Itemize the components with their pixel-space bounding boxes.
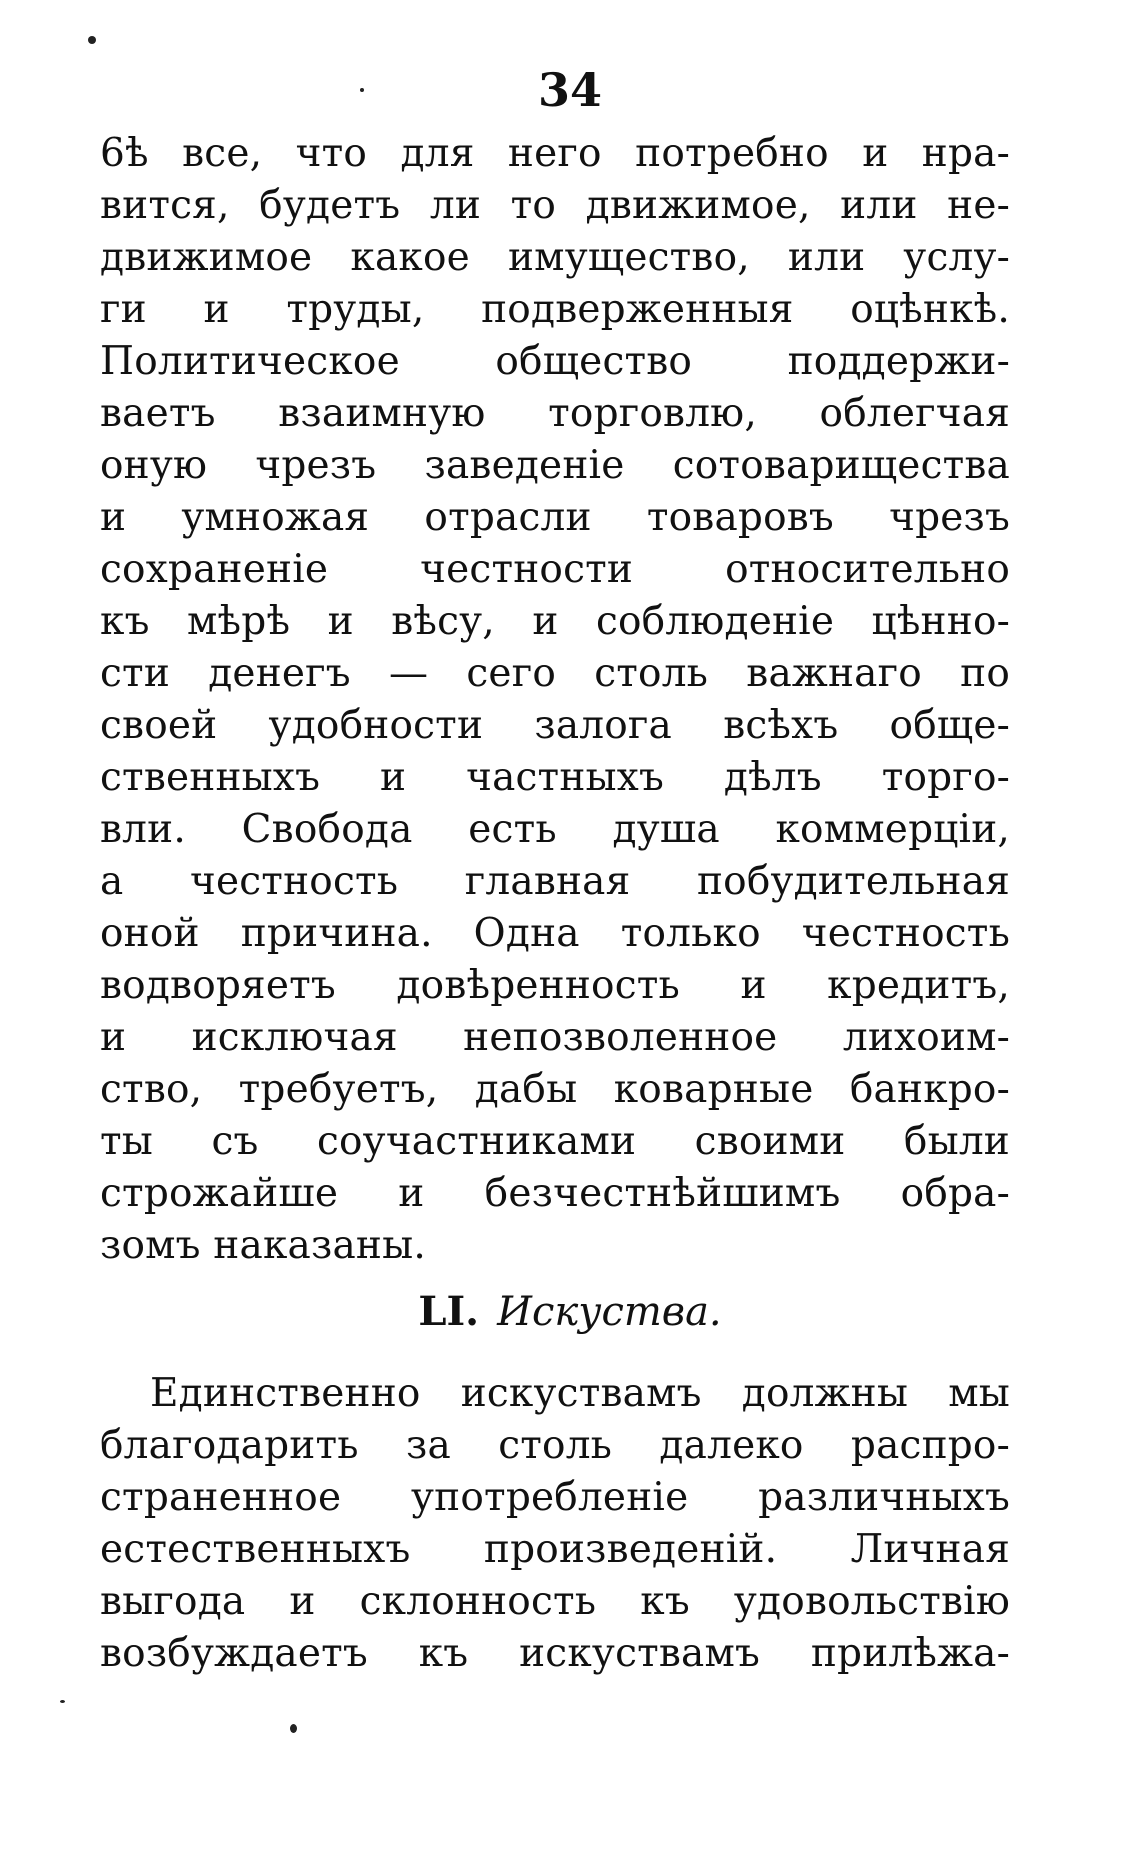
text-line: ваетъ взаимную торговлю, облегчая [100, 391, 1010, 436]
text-line: 6ѣ все, что для него потребно и нра- [100, 131, 1010, 176]
text-line: движимое какое имущество, или услу- [100, 235, 1010, 280]
section-heading [0, 1282, 1140, 1342]
text-line: а честность главная побудительная [100, 859, 1010, 904]
text-line: строжайше и безчестнѣйшимъ обра- [100, 1171, 1010, 1216]
text-line: къ мѣрѣ и вѣсу, и соблюденіе цѣнно- [100, 599, 1010, 644]
text-line: выгода и склонность къ удовольствію [100, 1579, 1010, 1624]
text-line: сохраненіе честности относительно [100, 547, 1010, 592]
text-line: и умножая отрасли товаровъ чрезъ [100, 495, 1010, 540]
text-line: ственныхъ и частныхъ дѣлъ торго- [100, 755, 1010, 800]
print-speck [88, 36, 96, 44]
text-line: водворяетъ довѣренность и кредитъ, [100, 963, 1010, 1008]
text-line: ство, требуетъ, дабы коварные банкро- [100, 1067, 1010, 1112]
text-line: страненное употребленіе различныхъ [100, 1475, 1010, 1520]
text-line: Политическое общество поддержи- [100, 339, 1010, 384]
section-title: Искуства. [497, 1289, 722, 1335]
text-line: благодарить за столь далеко распро- [100, 1423, 1010, 1468]
text-line: оную чрезъ заведеніе сотоварищества [100, 443, 1010, 488]
section-number: LI. [418, 1288, 480, 1335]
print-speck [60, 1700, 65, 1703]
print-speck [360, 88, 364, 92]
text-line: и исключая непозволенное лихоим- [100, 1015, 1010, 1060]
text-line: возбуждаетъ къ искуствамъ прилѣжа- [100, 1631, 1010, 1676]
text-line: оной причина. Одна только честность [100, 911, 1010, 956]
text-line: зомъ наказаны. [100, 1223, 426, 1268]
text-line: своей удобности залога всѣхъ обще- [100, 703, 1010, 748]
text-line: ги и труды, подверженныя оцѣнкѣ. [100, 287, 1010, 332]
page-number: 34 [537, 63, 602, 117]
text-line: вится, будетъ ли то движимое, или не- [100, 183, 1010, 228]
text-line: ты съ соучастниками своими были [100, 1119, 1010, 1164]
text-line: Единственно искуствамъ должны мы [150, 1371, 1010, 1416]
text-line: естественныхъ произведеній. Личная [100, 1527, 1010, 1572]
text-line: сти денегъ — сего столь важнаго по [100, 651, 1010, 696]
print-speck [290, 1724, 297, 1733]
text-line: вли. Свобода есть душа коммерціи, [100, 807, 1010, 852]
